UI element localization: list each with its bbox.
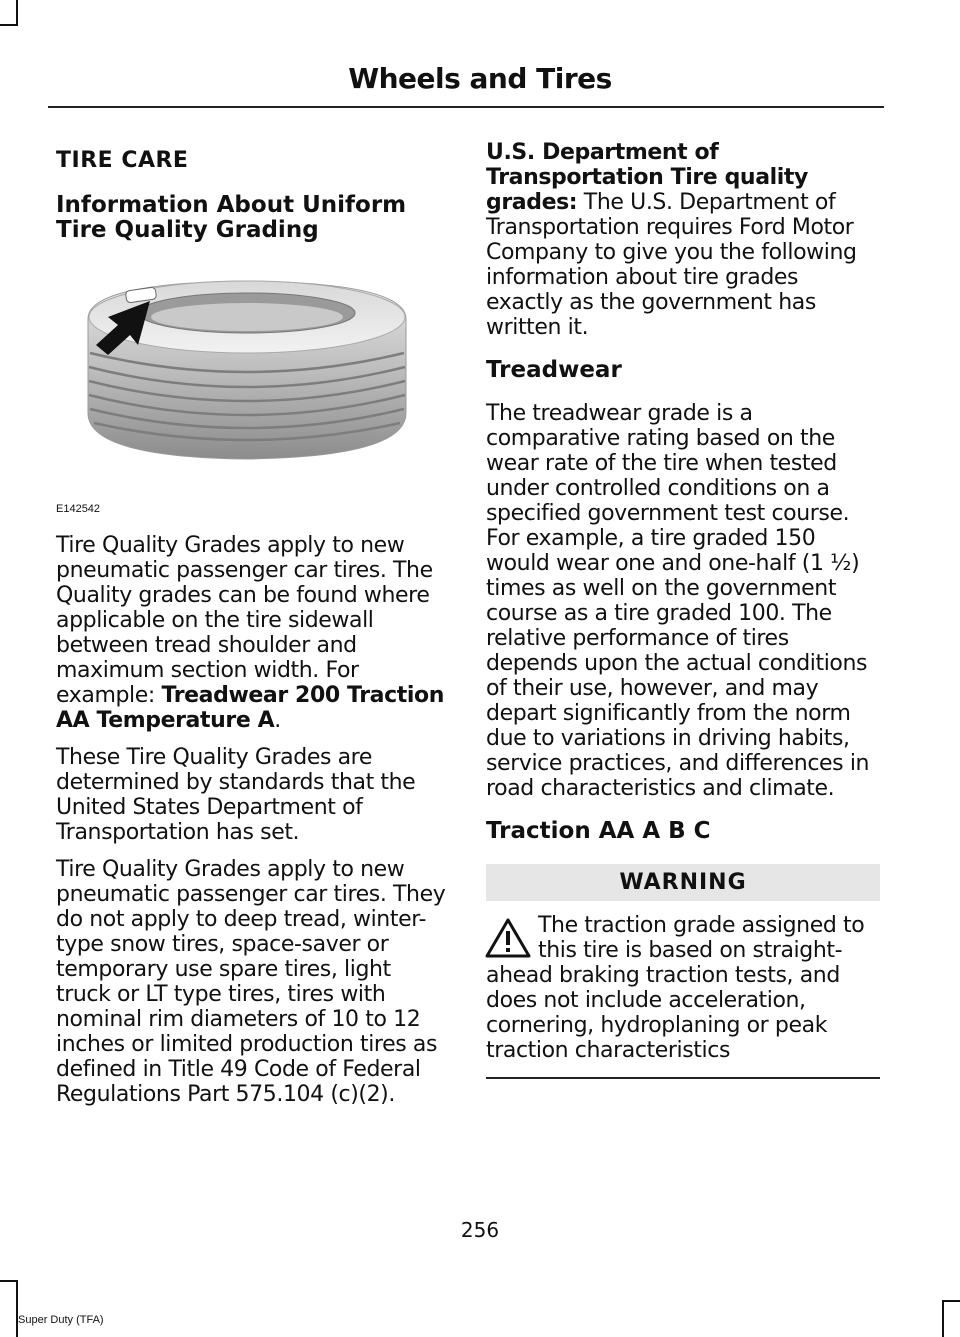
right-column [486, 140, 880, 1079]
crop-mark [16, 0, 18, 26]
paragraph-text: . [274, 708, 281, 733]
crop-mark [942, 1300, 944, 1337]
section-title: TIRE CARE [56, 148, 189, 173]
warning-text: The traction grade assigned to this tire is based on straight-ahead braking traction tests, and does not include acceleration, cornering, hydroplaning or peak traction characteristics [486, 913, 865, 1063]
warning-block [486, 913, 880, 1079]
tire-illustration [56, 261, 450, 521]
paragraph [56, 533, 450, 733]
utqg-subheading: Information About Uniform Tire Quality Grading [56, 192, 407, 243]
paragraph [486, 140, 880, 340]
treadwear-heading: Treadwear [486, 357, 622, 383]
footer-model: Super Duty (TFA) [18, 1314, 104, 1326]
crop-mark [0, 1280, 18, 1282]
grade-example: Treadwear 200 Traction AA Temperature A [56, 683, 444, 733]
paragraph: The treadwear grade is a comparative rating based on the wear rate of the tire when tested under controlled conditions on a specified government test course. For example, a tire graded 150 would wear one and one-half (1 ½) times as well on the government course as a tire graded 100. The relative performance of tires depends upon the actual conditions of their use, however, and may depart significantly from the norm due to variations in driving habits, service practices, and differences in road characteristics and climate. [486, 401, 870, 801]
paragraph: These Tire Quality Grades are determined by standards that the United States Department of Transportation has set. [56, 745, 416, 845]
page-title: Wheels and Tires [348, 62, 612, 95]
warning-heading: WARNING [486, 864, 880, 901]
page-number: 256 [460, 1218, 500, 1242]
paragraph-text: Tire Quality Grades apply to new pneumatic passenger car tires. The Quality grades can be found where applicable on the tire sidewall between tread shoulder and maximum section width. For example: [56, 533, 433, 708]
paragraph: Tire Quality Grades apply to new pneumatic passenger car tires. They do not apply to deep tread, winter-type snow tires, space-saver or temporary use spare tires, light truck or LT type tires, tires with nominal rim diameters of 10 to 12 inches or limited production tires as defined in Title 49 Code of Federal Regulations Part 575.104 (c)(2). [56, 857, 446, 1107]
paragraph-text: The U.S. Department of Transportation requires Ford Motor Company to give you the following information about tire grades exactly as the government has written it. [486, 190, 857, 340]
dot-heading: U.S. Department of Transportation Tire quality grades: [486, 140, 808, 215]
tire-figure [56, 261, 450, 521]
traction-heading: Traction AA A B C [486, 818, 711, 844]
figure-code: E142542 [56, 503, 101, 515]
crop-mark [16, 1280, 18, 1337]
left-column [56, 140, 450, 1119]
warning-divider [486, 1077, 880, 1079]
crop-mark [0, 24, 18, 26]
header-divider [48, 106, 884, 108]
crop-mark [942, 1300, 960, 1302]
warning-triangle-icon [484, 917, 532, 959]
